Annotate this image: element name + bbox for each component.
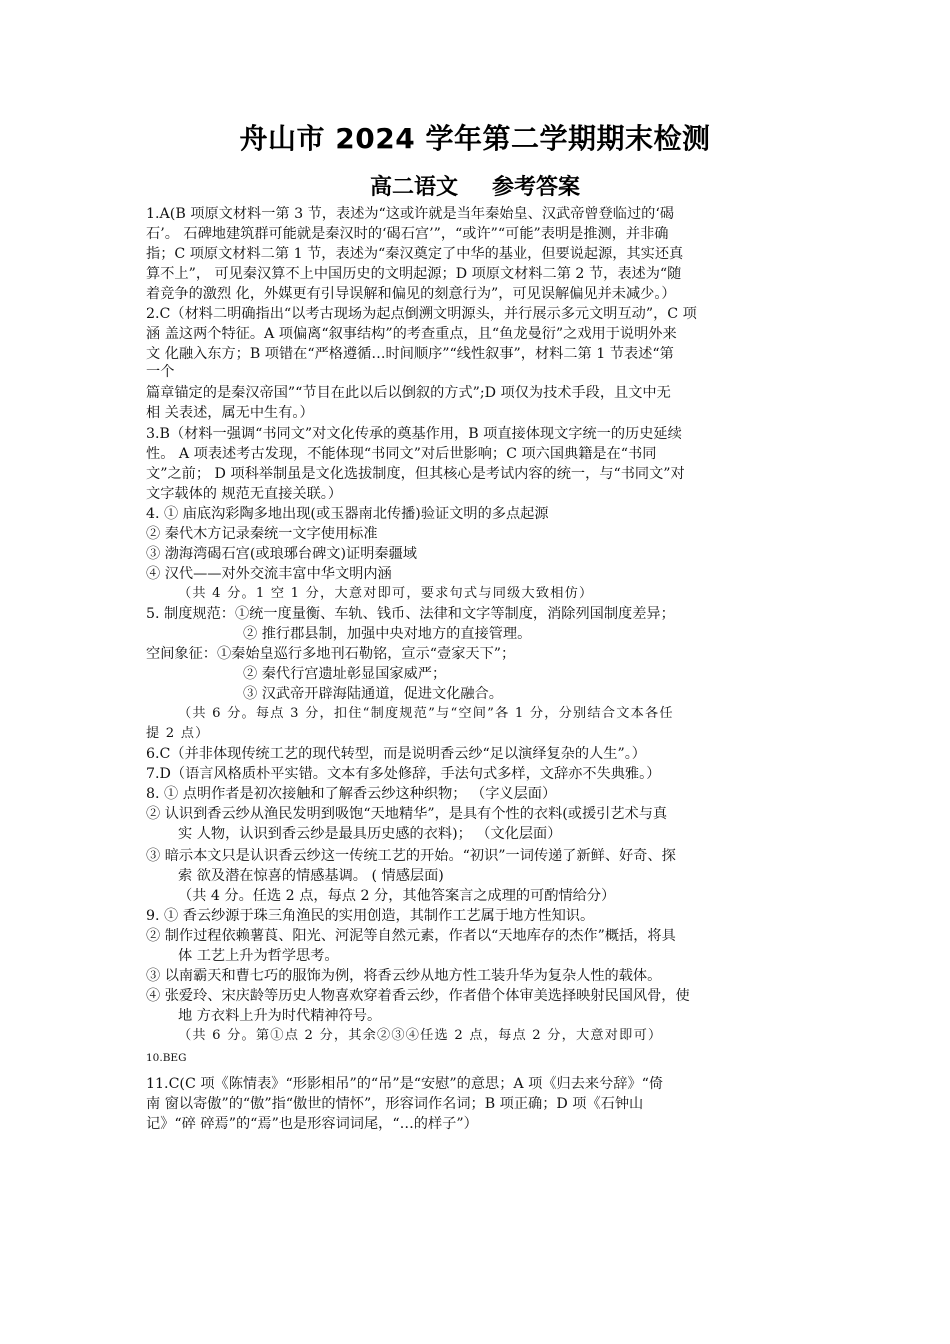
text-line: 2.C（材料二明确指出“以考古现场为起点倒溯文明源头，并行展示多元文明互动”，C 项 (146, 306, 697, 322)
text-line: ④ 张爱玲、宋庆龄等历史人物喜欢穿着香云纱，作者借个体审美选择映射民国风骨，使 (146, 988, 690, 1004)
text-line: 记》“碎 碎焉”的“焉”也是形容词词尾，“…的样子”） (146, 1116, 478, 1132)
text-line: 7.D（语言风格质朴平实错。文本有多处修辞，手法句式多样，文辞亦不失典雅。） (146, 766, 661, 782)
text-line: ② 认识到香云纱从渔民发明到吸饱“天地精华”，是具有个性的衣料(或援引艺术与真 (146, 806, 668, 822)
text-line: 体 工艺上升为哲学思考。 (178, 948, 339, 964)
text-line: 性。 A 项表述考古发现，不能体现“书同文”对后世影响；C 项六国典籍是在“书同 (146, 446, 657, 462)
text-line: 索 欲及潜在惊喜的情感基调。 ( 情感层面) (178, 868, 444, 884)
text-line: ② 制作过程依赖薯莨、阳光、河泥等自然元素，作者以“天地库存的杰作”概括，将具 (146, 928, 676, 944)
subtitle-answers: 参考答案 (492, 175, 581, 200)
text-line: 一个 (146, 364, 175, 380)
text-line: 实 人物，认识到香云纱是最具历史感的衣料)； （文化层面） (178, 826, 562, 842)
text-line: 空间象征：①秦始皇巡行多地刊石勒铭，宣示“壹家天下”； (146, 646, 516, 662)
text-line: 指；C 项原文材料二第 1 节，表述为“秦汉奠定了中华的基业，但要说起源，其实还真 (146, 246, 684, 262)
scoring-note: （共 6 分。第①点 2 分，其余②③④任选 2 点，每点 2 分，大意对即可） (178, 1028, 663, 1043)
text-line: 5. 制度规范：①统一度量衡、车轨、钱币、法律和文字等制度，消除列国制度差异； (146, 606, 675, 622)
text-line: ③ 汉武帝开辟海陆通道，促进文化融合。 (243, 686, 503, 702)
text-line: 4. ① 庙底沟彩陶多地出现(或玉器南北传播)验证文明的多点起源 (146, 506, 549, 522)
text-line: ② 推行郡县制，加强中央对地方的直接管理。 (243, 626, 532, 642)
text-line: 地 方衣料上升为时代精神符号。 (178, 1008, 382, 1024)
text-line: ② 秦代木方记录秦统一文字使用标准 (146, 526, 378, 542)
text-line: 文”之前； D 项科举制虽是文化选拔制度，但其核心是考试内容的统一，与“书同文”对 (146, 466, 685, 482)
text-line: 文字载体的 规范无直接关联。） (146, 486, 343, 502)
text-line: ④ 汉代——对外交流丰富中华文明内涵 (146, 566, 392, 582)
text-line: 10.BEG (146, 1052, 187, 1064)
text-line: 6.C（并非体现传统工艺的现代转型，而是说明香云纱“足以演绎复杂的人生”。） (146, 746, 646, 762)
text-line: 3.B（材料一强调“书同文”对文化传承的奠基作用，B 项直接体现文字统一的历史延续 (146, 426, 682, 442)
text-line: 石’。 石碑地建筑群可能就是秦汉时的‘碣石宫’”，“或许”“可能”表明是推测，并非确 (146, 226, 669, 242)
text-line: 11.C(C 项《陈情表》“形影相吊”的“吊”是“安慰”的意思；A 项《归去来兮辞》“倚 (146, 1076, 664, 1092)
scoring-note: （共 4 分。任选 2 点，每点 2 分，其他答案言之成理的可酌情给分） (178, 888, 616, 904)
subtitle-subject: 高二语文 (369, 175, 458, 200)
text-line: ③ 暗示本文只是认识香云纱这一传统工艺的开始。“初识”一词传递了新鲜、好奇、探 (146, 848, 676, 864)
text-line: 相 关表述，属无中生有。） (146, 405, 314, 421)
scoring-note: （共 4 分。1 空 1 分，大意对即可，要求句式与同级大致相仿） (178, 586, 594, 601)
text-line: 篇章锚定的是秦汉帝国”“节目在此以后以倒叙的方式”;D 项仅为技术手段，且文中无 (146, 385, 671, 401)
document-title: 舟山市 2024 学年第二学期期末检测 (239, 122, 711, 155)
text-line: 文 化融入东方；B 项错在“严格遵循…时间顺序”“线性叙事”，材料二第 1 节表述“第 (146, 346, 674, 362)
text-line: 算不上”， 可见秦汉算不上中国历史的文明起源；D 项原文材料二第 2 节，表述为“随 (146, 266, 682, 282)
scoring-note: 提 2 点） (146, 726, 210, 741)
document-subtitle (0, 170, 950, 201)
text-line: 着竞争的激烈 化，外媒更有引导误解和偏见的刻意行为”，可见误解偏见并未减少。） (146, 286, 676, 302)
text-line: ③ 渤海湾碣石宫(或琅琊台碑文)证明秦疆域 (146, 546, 417, 562)
text-line: ② 秦代行宫遗址彰显国家威严； (243, 666, 447, 682)
text-line: ③ 以南霸天和曹七巧的服饰为例，将香云纱从地方性工装升华为复杂人性的载体。 (146, 968, 662, 984)
scoring-note: （共 6 分。每点 3 分，扣住“制度规范”与“空间”各 1 分，分别结合文本各任 (178, 706, 674, 721)
text-line: 9. ① 香云纱源于珠三角渔民的实用创造，其制作工艺属于地方性知识。 (146, 908, 595, 924)
text-line: 涵 盖这两个特征。A 项偏离“叙事结构”的考查重点，且“鱼龙曼衍”之戏用于说明外来 (146, 326, 677, 342)
text-line: 1.A(B 项原文材料一第 3 节，表述为“这或许就是当年秦始皇、汉武帝曾登临过的‘碣 (146, 206, 675, 222)
text-line: 南 窗以寄傲”的“傲”指“傲世的情怀”，形容词作名词；B 项正确；D 项《石钟山 (146, 1096, 644, 1112)
text-line: 8. ① 点明作者是初次接触和了解香云纱这种织物； （字义层面） (146, 786, 557, 802)
